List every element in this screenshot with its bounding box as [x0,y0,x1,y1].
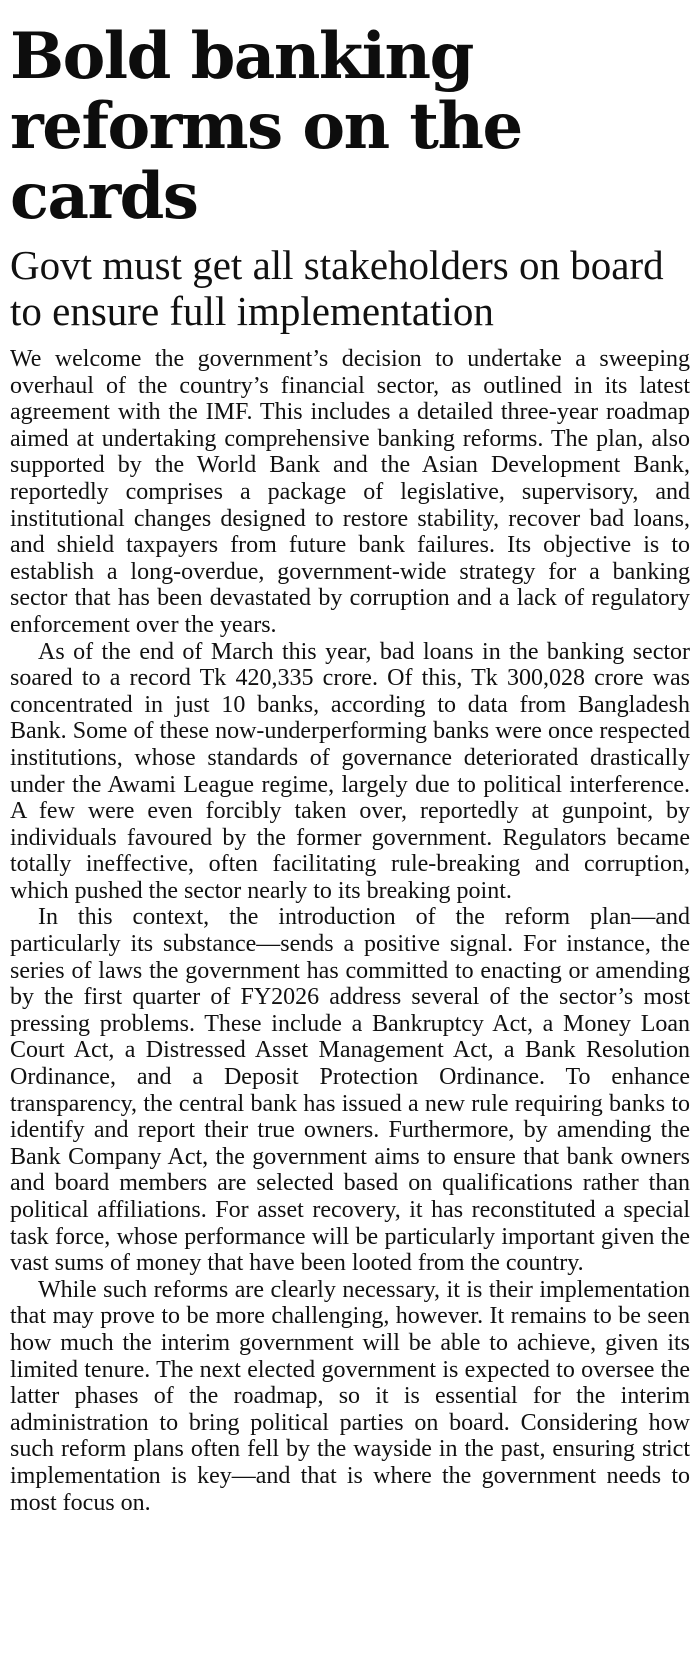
paragraph-4: While such reforms are clearly necessary, it is their implementation that may prove to be more challenging, however. It remains to be seen how much the interim government will be able to achieve, given its limited tenure. The next elected government is expected to oversee the latter phases of the roadmap, so it is essential for the interim administration to bring political parties on board. Considering how such reform plans often fell by the wayside in the past, ensuring strict implementation is key—and that is where the government needs to most focus on. [10,1276,690,1516]
headline-line-2: reforms on the cards [10,89,522,234]
paragraph-2: As of the end of March this year, bad loans in the banking sector soared to a record Tk 420,335 crore. Of this, Tk 300,028 crore was concentrated in just 10 banks, according to data from Bangladesh Bank. Some of these now-underperforming banks were once respected institutions, whose standards of governance deteriorated drastically under the Awami League regime, largely due to political interference. A few were even forcibly taken over, reportedly at gunpoint, by individuals favoured by the former government. Regulators became totally ineffective, often facilitating rule-breaking and corruption, which pushed the sector nearly to its breaking point. [10,638,690,904]
paragraph-1: We welcome the government’s decision to undertake a sweeping overhaul of the country’s financial sector, as outlined in its latest agreement with the IMF. This includes a detailed three-year roadmap aimed at undertaking comprehensive banking reforms. The plan, also supported by the World Bank and the Asian Development Bank, reportedly comprises a package of legislative, supervisory, and institutional changes designed to restore stability, recover bad loans, and shield taxpayers from future bank failures. Its objective is to establish a long-overdue, government-wide strategy for a banking sector that has been devastated by corruption and a lack of regulatory enforcement over the years. [10,346,690,638]
headline-line-1: Bold banking [10,19,473,94]
headline [10,19,690,234]
subheadline: Govt must get all stakeholders on board to ensure full implementation [10,242,664,334]
paragraph-3: In this context, the introduction of the reform plan—and particularly its substance—sends a positive signal. For instance, the series of laws the government has committed to enacting or amending by the first quarter of FY2026 address several of the sector’s most pressing problems. These include a Bankruptcy Act, a Money Loan Court Act, a Distressed Asset Management Act, a Bank Resolution Ordinance, and a Deposit Protection Ordinance. To enhance transparency, the central bank has issued a new rule requiring banks to identify and report their true owners. Furthermore, by amending the Bank Company Act, the government aims to ensure that bank owners and board members are selected based on qualifications rather than political affiliations. For asset recovery, it has reconstituted a special task force, whose performance will be particularly important given the vast sums of money that have been looted from the country. [10,904,690,1277]
article-body [10,346,690,1516]
